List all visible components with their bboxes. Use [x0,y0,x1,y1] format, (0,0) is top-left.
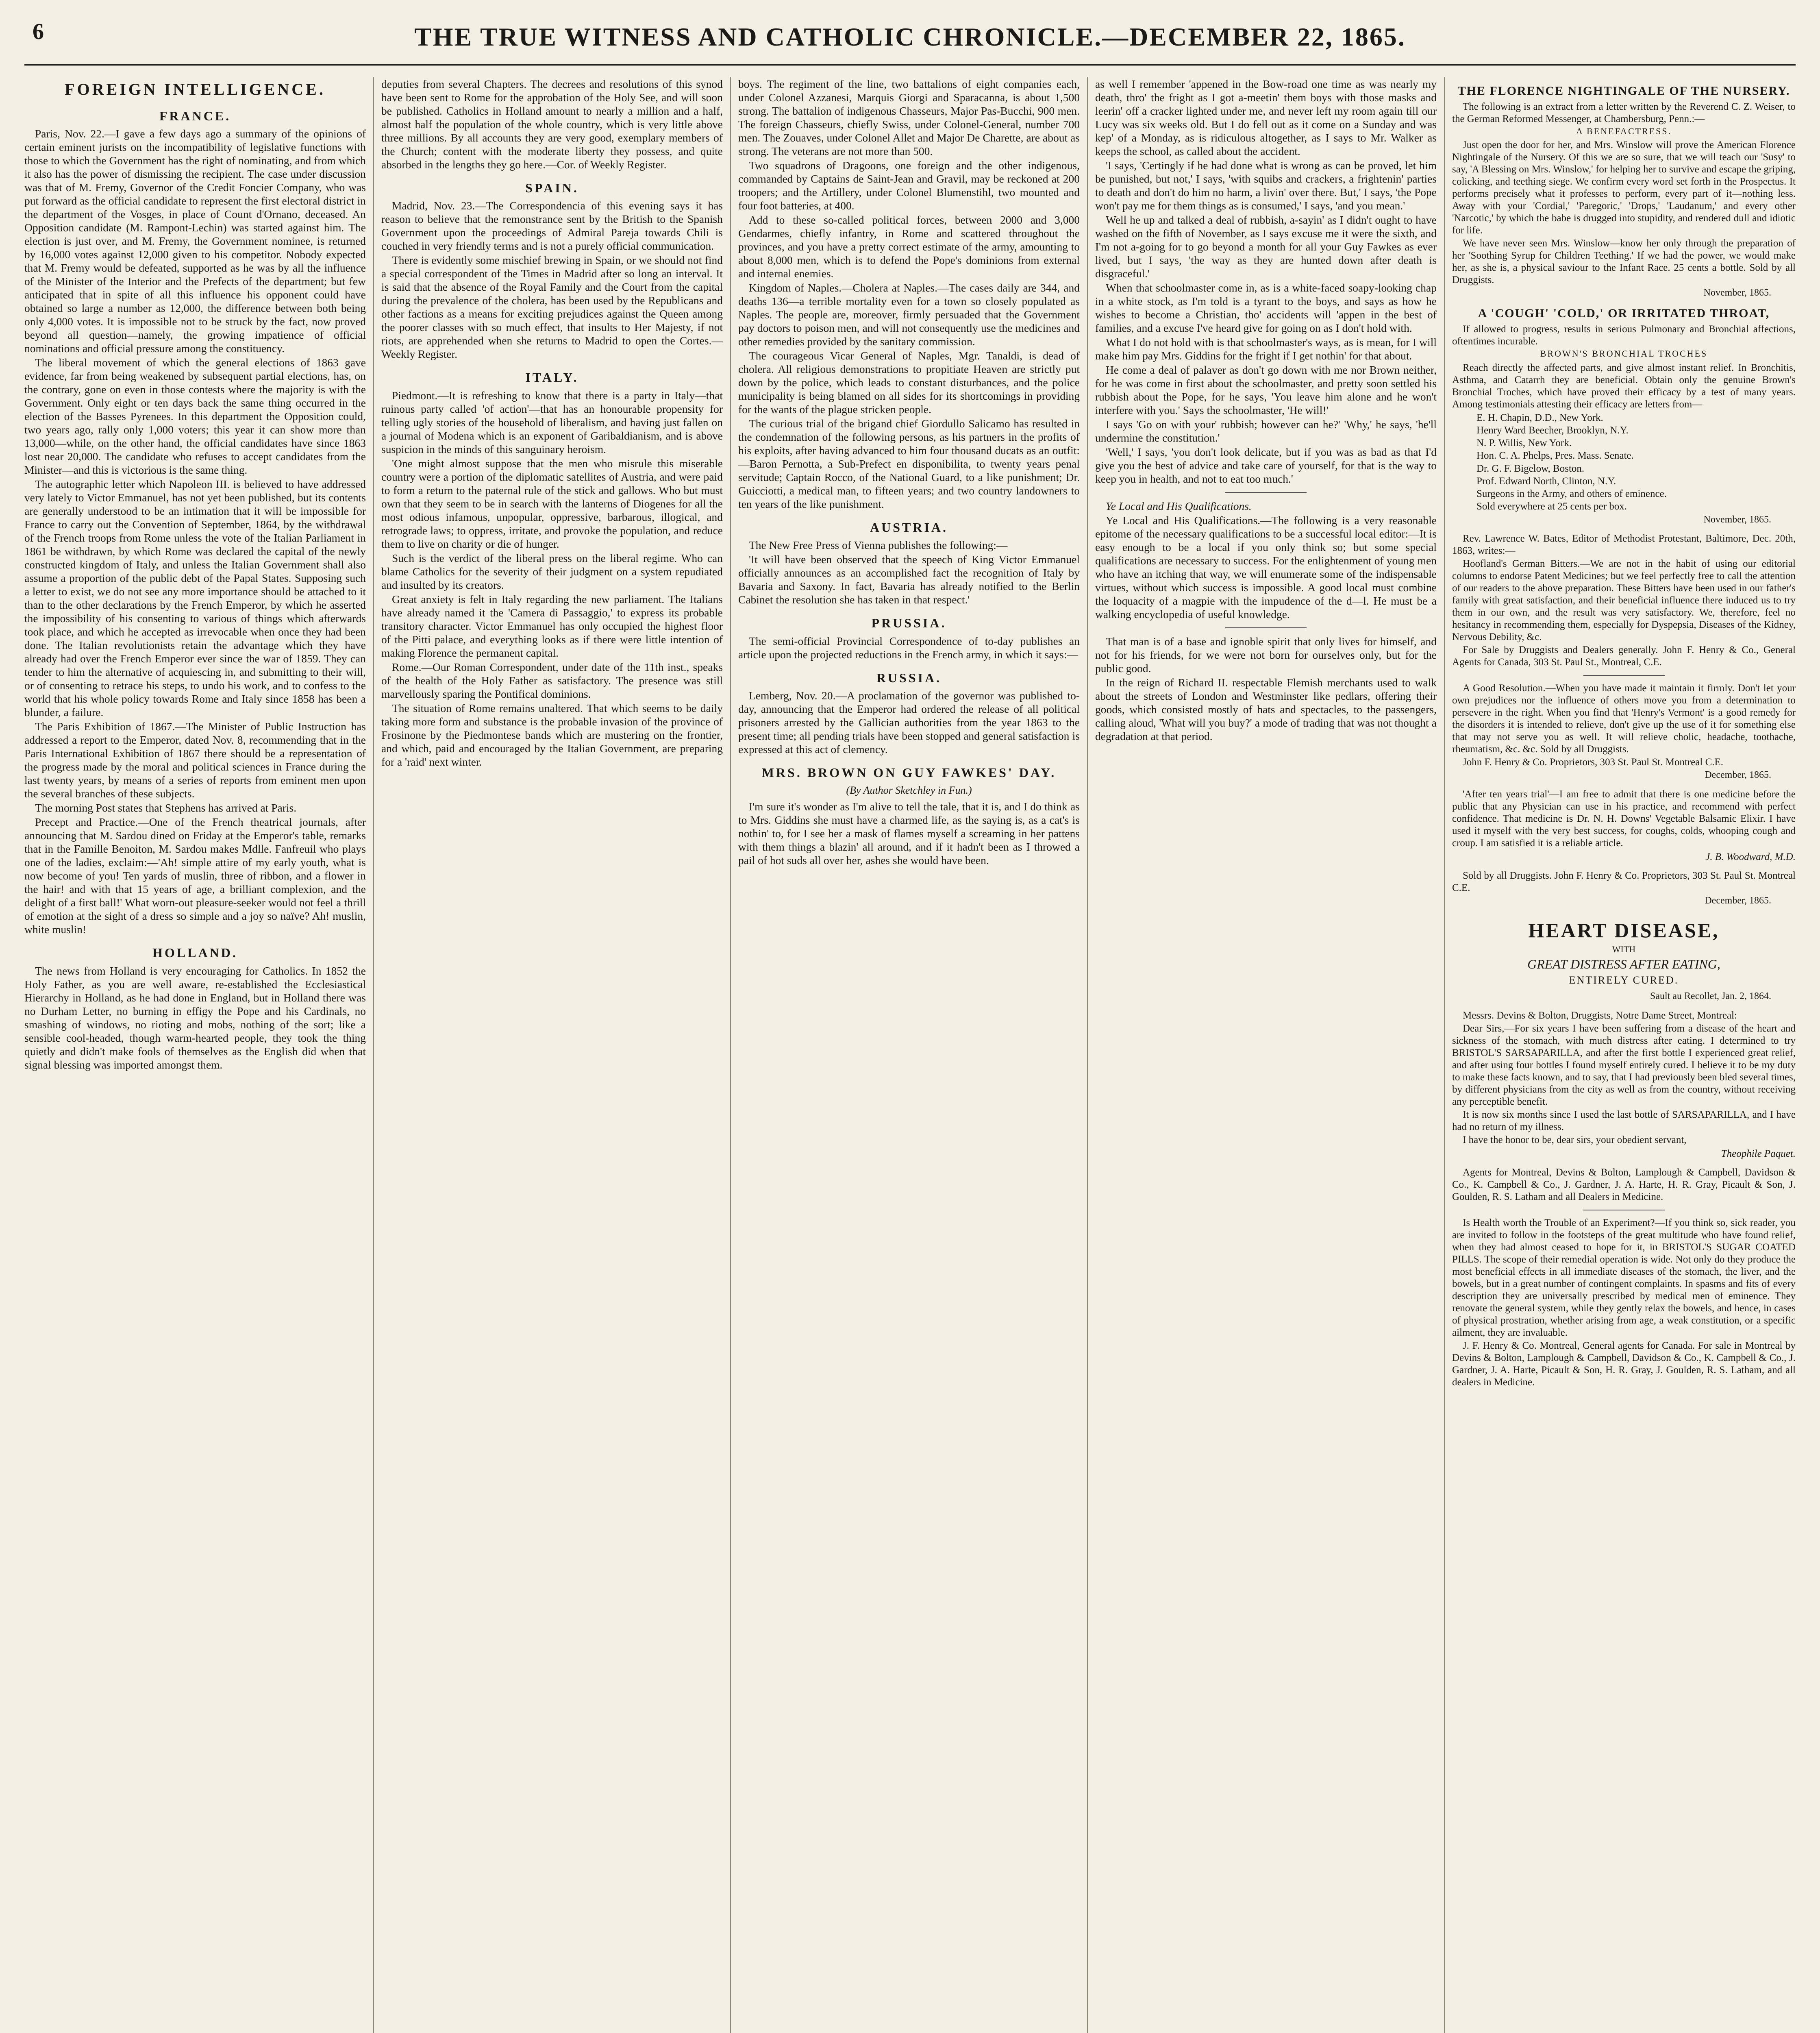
article-paragraph: 'I says, 'Certingly if he had done what is wrong as can be proved, let him be punished, but not,' I says, 'with squibs and crackers, a frightenin' parties to death and don't do him no harm, a livin' over there. But,' I says, 'the Pope won't pay me for them things as is consumed,' I says, 'and you mean.' [1095,159,1437,212]
ad-headline: HEART DISEASE, [1528,919,1720,942]
article-paragraph: as well I remember 'appened in the Bow-road one time as was nearly my death, thro' the fright as I got a-meetin' them boys with those masks and leerin' off a cracker lighted under me, and never left my room again till our Lucy was six weeks old. But I do fell out as it come on a Sunday and was kep' of a Monday, as is ridiculous altogether, as I says to Mr. Walker as keeps the school, as called about the accident. [1095,78,1437,157]
ad-paragraph: Is Health worth the Trouble of an Experiment?—If you think so, sick reader, you are invited to follow in the footsteps of the great multitude who have found relief, when they had almost ceased to hope for it, in BRISTOL'S SUGAR COATED PILLS. The scope of their remedial operation is wide. Not only do they produce the most beneficial effects in all immediate diseases of the stomach, the liver, and the bowels, but in a great number of contingent complaints. In spasms and fits of every description they are universally prescribed by medical men of eminence. They renovate the general system, while they gently relax the bowels, and hence, in cases of physical prostration, whether arising from age, a weak constitution, or a specific ailment, they are invaluable. [1452,1217,1796,1338]
ad-paragraph: Reach directly the affected parts, and give almost instant relief. In Bronchitis, Asthma, and Catarrh they are beneficial. Obtain only the genuine Brown's Bronchial Troches, which have proved their efficacy by a test of many years. Among testimonials attesting their efficacy are letters from— [1452,362,1796,410]
newspaper-title: THE TRUE WITNESS AND CATHOLIC CHRONICLE.—DECEMBER 22, 1865. [414,22,1406,51]
article-paragraph: The Paris Exhibition of 1867.—The Minister of Public Instruction has addressed a report to the Emperor, dated Nov. 8, recommending that in the Paris International Exhibition of 1867 there should be a representation of the progress made by the moral and political sciences in France during the last twenty years, by means of a series of reports from eminent men upon the several branches of these subjects. [24,720,366,800]
ad-date: November, 1865. [1703,287,1771,298]
ad-signature: Theophile Paquet. [1721,1148,1796,1159]
article-paragraph: I'm sure it's wonder as I'm alive to tell the tale, that it is, and I do think as to Mrs. Giddins she must have a charmed life, as the saying is, as a cat's is nothin' to, for I see her a mask of flames myself a screaming in her pattens with them things a blazin' all around, and if it hadn't been as I throwed a pail of hot suds all over her, ashes she would have been. [738,800,1080,866]
page-number: 6 [33,19,44,44]
column-rule [373,77,374,2033]
article-paragraph: Great anxiety is felt in Italy regarding the new parliament. The Italians have already named it the 'Camera di Passaggio,' to express its probable transitory character. Victor Emmanuel has only occupied the highest floor of the Pitti palace, and everything looks as if there were little intention of making Florence the permanent capital. [381,592,723,659]
austria-heading: AUSTRIA. [870,520,948,535]
article-heading: Ye Local and His Qualifications. [1106,500,1252,512]
article-paragraph: The news from Holland is very encouraging for Catholics. In 1852 the Holy Father, as you are well aware, re-established the Ecclesiastical Hierarchy in Holland, as he had done in England, but in Holland there was no Durham Letter, no burning in effigy the Pope and his Cardinals, no smashing of windows, no rioting and mobs, nothing of the sort; like a sensible cool-headed, though warm-hearted people, they took the thing quietly and didn't make fools of themselves as the English did when that signal blessing was imported amongst them. [24,964,366,1071]
divider [1583,675,1665,676]
article-paragraph: Rome.—Our Roman Correspondent, under date of the 11th inst., speaks of the health of the Holy Father as satisfactory. The presence was still marvellously sparing the Pontifical dominions. [381,660,723,700]
prussia-heading: PRUSSIA. [871,616,947,631]
article-paragraph: The situation of Rome remains unaltered. That which seems to be daily taking more form and substance is the probable invasion of the province of Frosinone by the Piedmontese bands which are mustering on the frontier, and which, paid and encouraged by the Italian Government, are preparing for a 'raid' next winter. [381,701,723,768]
article-paragraph: Two squadrons of Dragoons, one foreign and the other indigenous, commanded by Captains de Saint-Jean and Gravil, may be reckoned at 200 troopers; and the Artillery, under Colonel Blumenstihl, two mounted and four foot batteries, at 400. [738,159,1080,212]
article-paragraph: boys. The regiment of the line, two battalions of eight companies each, under Colonel Azzanesi, Marquis Giorgi and Sparacanna, is about 1,500 strong. The battalion of indigenous Chasseurs, Major Pas-Bucchi, 900 men. The foreign Chasseurs, chiefly Swiss, under Colonel-General, number 700 men. The Zouaves, under Colonel Allet and Major De Charette, are about as strong. The veterans are not more than 500. [738,78,1080,157]
ad-title: THE FLORENCE NIGHTINGALE OF THE NURSERY. [1457,84,1790,98]
testimonial-line: Henry Ward Beecher, Brooklyn, N.Y. [1476,424,1629,436]
ad-paragraph: A Good Resolution.—When you have made it maintain it firmly. Don't let your own prejudices nor the influence of others move you from a determination to persevere in the right. When you find that 'Henry's Vermont' is a good remedy for the disorders it is intended to relieve, don't give up the use of it for something else that may not serve you as well. It will relieve cholic, headache, toothache, rheumatism, &c. &c. Sold by all Druggists. [1452,683,1796,755]
ad-paragraph: Sold by all Druggists. John F. Henry & Co. Proprietors, 303 St. Paul St. Montreal C.E. [1452,870,1796,894]
testimonial-line: Prof. Edward North, Clinton, N.Y. [1476,475,1616,487]
testimonial-line: Sold everywhere at 25 cents per box. [1476,501,1627,512]
france-heading: FRANCE. [159,109,231,123]
article-paragraph: Kingdom of Naples.—Cholera at Naples.—The cases daily are 344, and deaths 136—a terrible mortality even for a town so closely populated as Naples. The people are, moreover, firmly persuaded that the Government pay doctors to poison men, and will not consequently use the medicines and other remedies provided by the sanitary commission. [738,281,1080,348]
ad-paragraph: Hoofland's German Bitters.—We are not in the habit of using our editorial columns to endorse Patent Medicines; but we feel perfectly free to call the attention of our readers to the above preparation. These Bitters have been used in our father's family with great satisfaction, and their beneficial influence there induced us to try them in our own, and the result was very satisfactory. We, therefore, feel no hesitancy in recommending them, especially for Dyspepsia, Diseases of the Kidney, Nervous Debility, &c. [1452,558,1796,643]
article-paragraph: The liberal movement of which the general elections of 1863 gave evidence, far from being weakened by subsequent partial elections, has, on the contrary, gone on even in those contests where the majority is with the Government. Only eight or ten days back the same thing occurred in the election of the Basses Pyrenees. In this department the Opposition could, two years ago, rally only 1,000 voters; this year it can show more than 13,000—while, on the other hand, the official candidates have since 1863 lost near 20,000. The candidate who refuses to accept candidates from the Minister—and this is victorious is the same thing. [24,356,366,477]
column-rule [1087,77,1088,2033]
article-paragraph: What I do not hold with is that schoolmaster's ways, as is mean, for I will make him pay Mrs. Giddins for the fright if I get nothin' for that about. [1095,336,1437,362]
holland-heading: HOLLAND. [152,945,238,960]
column-5-advertisements [1452,77,1796,2033]
ad-paragraph: Just open the door for her, and Mrs. Winslow will prove the American Florence Nightingale of the Nursery. Of this we are so sure, that we will teach our 'Susy' to say, 'A Blessing on Mrs. Winslow,' for helping her to survive and escape the griping, colicking, and teething siege. We confirm every word set forth in the Prospectus. It performs precisely what it professes to perform, every part of it—nothing less. Away with your 'Cordial,' 'Paregoric,' 'Drops,' 'Laudanum,' and every other 'Narcotic,' by which the babe is drugged into stupidity, and rendered dull and idiotic for life. [1452,139,1796,236]
ad-title: A 'COUGH' 'COLD,' OR IRRITATED THROAT, [1478,307,1770,320]
ad-paragraph: The following is an extract from a letter written by the Reverend C. Z. Weiser, to the German Reformed Messenger, at Chambersburg, Penn.:— [1452,101,1796,124]
article-paragraph: 'Well,' I says, 'you don't look delicate, but if you was as bad as that I'd give you the best of advice and take care of yourself, for that is the way to keep you in health, and not to eat too much.' [1095,446,1437,485]
italy-heading: ITALY. [525,370,579,385]
article-paragraph: I says 'Go on with your' rubbish; however can he?' 'Why,' he says, 'he'll undermine the constitution.' [1095,418,1437,444]
article-paragraph: In the reign of Richard II. respectable Flemish merchants used to walk about the streets of London and Westminster like pedlars, offering their goods, which consisted mostly of hats and spectacles, to the passengers, calling aloud, 'What will you buy?' a mode of trading that was not thought a degradation at that period. [1095,676,1437,742]
ad-paragraph: Messrs. Devins & Bolton, Druggists, Notre Dame Street, Montreal: [1463,1010,1737,1021]
article-paragraph: When that schoolmaster come in, as is a white-faced soapy-looking chap in a white stock, as I'm told is a tyrant to the boys, and says as how he wishes to become a Christian, tho' accidents will 'appen in the best of families, and a excuse I've heard give for going on as I don't hold with. [1095,281,1437,334]
ad-paragraph: I have the honor to be, dear sirs, your obedient servant, [1463,1134,1687,1145]
article-paragraph: Well he up and talked a deal of rubbish, a-sayin' as I didn't ought to have washed on the fifth of November, as I says excuse me it were the sixth, and I'm not a-going for to go beyond a month for all your Guy Fawkes as ever lived, but I says, 'the way as they are hunted down after death is disgraceful.' [1095,213,1437,280]
story-title: MRS. BROWN ON GUY FAWKES' DAY. [761,765,1057,780]
ad-signature: J. B. Woodward, M.D. [1705,851,1796,863]
ad-date: November, 1865. [1703,514,1771,525]
article-paragraph: There is evidently some mischief brewing in Spain, or we should not find a special correspondent of the Times in Madrid after so long an interval. It is said that the absence of the Royal Family and the Court from the capital during the prevalence of the cholera, has been used by the Republicans and other factions as a means for exciting prejudices against the Queen among the poorer classes with so much effect, that insults to Her Majesty, if not riots, are apprehended when she returns to Madrid to open the Cortes.—Weekly Register. [381,254,723,361]
ad-paragraph: If allowed to progress, results in serious Pulmonary and Bronchial affections, oftentimes incurable. [1452,324,1796,347]
testimonial-line: N. P. Willis, New York. [1476,438,1572,449]
article-paragraph: The morning Post states that Stephens has arrived at Paris. [35,801,297,814]
article-paragraph: deputies from several Chapters. The decrees and resolutions of this synod have been sent to Rome for the approbation of the Holy See, and will soon be published. Catholics in Holland amount to nearly a million and a half, almost half the population of the whole country, which is very little above three millions. By all accounts they are very good, exemplary members of the Church; content with the moderate liberty they possess, and quite absorbed in the lengths they go here.—Cor. of Weekly Register. [381,78,723,171]
ad-headline-sub: ENTIRELY CURED. [1569,974,1679,986]
article-paragraph: Madrid, Nov. 23.—The Correspondencia of this evening says it has reason to believe that the remonstrance sent by the British to the Spanish Government upon the proceedings of Admiral Pareja towards Chili is couched in very friendly terms and is not a purely official communication. [381,199,723,252]
ad-paragraph: Rev. Lawrence W. Bates, Editor of Methodist Protestant, Baltimore, Dec. 20th, 1863, writes:— [1452,533,1796,557]
column-2 [381,77,723,2033]
article-paragraph: Piedmont.—It is refreshing to know that there is a party in Italy—that ruinous party called 'of action'—that has an honourable propensity for telling ugly stories of the household of liberalism, and having just fallen on a journal of Modena which is an exponent of Garibaldianism, and is above suspicion in the minds of this sanguinary heroism. [381,389,723,455]
ad-paragraph: We have never seen Mrs. Winslow—know her only through the preparation of her 'Soothing Syrup for Children Teething.' If we had the power, we would make her, as she is, a physical saviour to the Infant Race. 25 cents a bottle. Sold by all Druggists. [1452,238,1796,286]
testimonial-line: Dr. G. F. Bigelow, Boston. [1476,463,1585,474]
testimonial-line: Hon. C. A. Phelps, Pres. Mass. Senate. [1476,450,1634,461]
article-paragraph: Such is the verdict of the liberal press on the liberal regime. Who can blame Catholics for the severity of their judgment on a system repudiated and insulted by its creators. [381,551,723,591]
article-paragraph: 'It will have been observed that the speech of King Victor Emmanuel officially announces as an accomplished fact the recognition of Italy by Bavaria and Saxony. In fact, Bavaria has already notified to the Berlin Cabinet the resolution she has taken in that respect.' [738,553,1080,606]
ad-paragraph: Dear Sirs,—For six years I have been suffering from a disease of the heart and sickness of the stomach, with much distress after eating. I determined to try BRISTOL'S SARSAPARILLA, and after the first bottle I experienced great relief, and after using four bottles I found myself entirely cured. I believe it to be my duty to make these facts known, and to say, that I had previously been bled several times, by different physicians from the city as well as from the country, without receiving any perceptible benefit. [1452,1023,1796,1107]
ad-paragraph: J. F. Henry & Co. Montreal, General agents for Canada. For sale in Montreal by Devins & Bolton, Lamplough & Campbell, Davidson & Co., K. Campbell & Co., J. Gardner, J. A. Harte, Picault & Son, H. R. Gray, J. Goulden, R. S. Latham, and all dealers in Medicine. [1452,1340,1796,1388]
ad-location-date: Sault au Recollet, Jan. 2, 1864. [1650,990,1771,1001]
ad-subheading: A BENEFACTRESS. [1576,126,1672,136]
article-paragraph: Lemberg, Nov. 20.—A proclamation of the governor was published to-day, announcing that the Emperor had ordered the release of all political prisoners arrested by the Gallician authorities from the year 1863 to the present time; all pending trials have been stopped and general satisfaction is expressed at this act of clemency. [738,689,1080,756]
testimonial-line: E. H. Chapin, D.D., New York. [1476,412,1603,423]
ad-headline-connector: WITH [1612,944,1636,954]
ad-paragraph: Agents for Montreal, Devins & Bolton, Lamplough & Campbell, Davidson & Co., K. Campbell & Co., J. Gardner, J. A. Harte, H. R. Gray, Picault & Son, J. Goulden, R. S. Latham and all Dealers in Medicine. [1452,1167,1796,1202]
ad-date: December, 1865. [1705,895,1771,906]
article-paragraph: The New Free Press of Vienna publishes the following:— [749,539,1008,552]
article-paragraph: The autographic letter which Napoleon III. is believed to have addressed very lately to Victor Emmanuel, has not yet been published, but its contents are generally understood to be an intimation that it will be impossible for France to carry out the Convention of September, 1864, by the withdrawal of the French troops from Rome unless the vote of the Italian Parliament in 1861 be withdrawn, by which Rome was declared the capital of the newly constructed kingdom of Italy, and unless the Italian Government shall also assume a proportion of the public debt of the Papal States. Supposing such a letter to exist, we do not see any more importance should be attached to it than to the other declarations by the French Emperor, by which he asserted the impossibility of his consenting to various of things which afterwards took place, and which he accepted as irrevocable when once they had been done. The Italian revolutionists retain the advantage which they have already had over the French Emperor ever since the war of 1859. They can tender to him the alternative of acquiescing in, and submitting to their will, or of consenting to retrace his steps, to undo his work, and to confess to the world that his whole policy towards Rome and Italy since 1858 has been a blunder, a failure. [24,478,366,719]
column-rule [730,77,731,2033]
article-paragraph: Paris, Nov. 22.—I gave a few days ago a summary of the opinions of certain eminent jurists on the incompatibility of legislative functions with those to which the Government has the right of nominating, and from which it also has the power of dismissing the recipient. The case under discussion was that of M. Fremy, Governor of the Credit Foncier Company, who was put forward as the official candidate to represent the first electoral district in the department of the Vosges, in place of Count d'Ornano, deceased. An Opposition candidate (M. Rampont-Lechin) was started against him. The election is just over, and M. Fremy, the Government nominee, is returned by 16,000 votes against 12,000 given to his competitor. Nobody expected that M. Fremy would be defeated, supported as he was by all the influence of the Minister of the Interior and the Prefects of the department; but few anticipated that in spite of all this influence his opponent could have obtained so large a number as 12,000, the difference between both being only 4,000 votes. It is impossible not to be struck by the fact, now proved beyond all question—namely, the growing impatience of official nominations and official pressure among the constituency. [24,127,366,355]
newspaper-page [24,16,1796,2033]
ad-paragraph: For Sale by Druggists and Dealers generally. John F. Henry & Co., General Agents for Canada, 303 St. Paul St., Montreal, C.E. [1452,644,1796,668]
article-paragraph: The courageous Vicar General of Naples, Mgr. Tanaldi, is dead of cholera. All religious demonstrations to propitiate Heaven are strictly put down by the police, which leads to constant disturbances, and the police municipality is being blamed on all sides for its shortcomings in providing for the wants of the plague stricken people. [738,349,1080,416]
article-paragraph: Add to these so-called political forces, between 2000 and 3,000 Gendarmes, chiefly infantry, in Rome and scattered throughout the provinces, and you have a pretty correct estimate of the army, amounting to about 8,000 men, which is to defend the Pope's dominions from external and internal enemies. [738,213,1080,280]
masthead [24,16,1796,66]
ad-paragraph: 'After ten years trial'—I am free to admit that there is one medicine before the public that any Physician can use in his practice, and recommend with perfect confidence. That medicine is Dr. N. H. Downs' Vegetable Balsamic Elixir. I have used it myself with the very best success, for coughs, colds, whooping cough and croup. I am satisfied it is a reliable article. [1452,789,1796,849]
divider [1225,492,1307,493]
ad-paragraph: John F. Henry & Co. Proprietors, 303 St. Paul St. Montreal C.E. [1463,757,1724,768]
article-paragraph: He come a deal of palaver as don't go down with me nor Brown neither, for he was come in first about the schoolmaster, and pretty soon settled his rubbish about the Pope, for he says, 'You leave him alone and he won't interfere with you.' Says the schoolmaster, 'He will!' [1095,364,1437,416]
column-3 [738,77,1080,2033]
article-paragraph: The curious trial of the brigand chief Giordullo Salicamo has resulted in the condemnation of the following persons, as his partners in the profits of his exploits, after having advanced to him four thousand ducats as an outfit:—Baron Pernotta, a Sub-Prefect en disponibilita, to twenty years penal servitude; Captain Rocco, of the National Guard, to a like punishment; Dr. Guicciotti, a medical man, to fifteen years; and two country landowners to ten years of the like punishment. [738,417,1080,510]
column-1 [24,77,366,2033]
article-paragraph: The semi-official Provincial Correspondence of to-day publishes an article upon the projected reductions in the French army, in which it says:— [738,634,1080,661]
article-paragraph: Ye Local and His Qualifications.—The following is a very reasonable epitome of the necessary qualifications to be a successful local editor:—It is easy enough to be a local if you only think so; but some special qualifications are necessary to success. For the enlightenment of young men who have an itching that way, we will enumerate some of the indispensable virtues, without which success is impossible. A good local must combine the loquacity of a magpie with the impudence of the d—l. He must be a walking encyclopedia of useful knowledge. [1095,514,1437,620]
russia-heading: RUSSIA. [876,670,942,685]
column-4 [1095,77,1437,2033]
testimonial-line: Surgeons in the Army, and others of eminence. [1476,488,1667,500]
column-rule [1444,77,1445,2033]
ad-date: December, 1865. [1705,770,1771,781]
spain-heading: SPAIN. [525,181,579,195]
story-subtitle: (By Author Sketchley in Fun.) [846,784,972,796]
ad-headline-italic: GREAT DISTRESS AFTER EATING, [1527,957,1720,972]
ad-paragraph: It is now six months since I used the last bottle of SARSAPARILLA, and I have had no return of my illness. [1452,1109,1796,1132]
ad-subheading: BROWN'S BRONCHIAL TROCHES [1540,348,1708,359]
divider [1225,627,1307,628]
article-paragraph: That man is of a base and ignoble spirit that only lives for himself, and not for his friends, for we were not born for ourselves only, but for the public good. [1095,635,1437,675]
article-paragraph: 'One might almost suppose that the men who misrule this miserable country were a portion of the diplomatic satellites of Austria, and were paid to form a return to the paternal rule of the stick and gallows. Who but must own that they seem to be in search with the lanterns of Diogenes for all the most odious infamous, unpopular, oppressive, barbarous, illogical, and retrograde laws; to oppress, irritate, and provoke the population, and reduce them to live on charity or die of hunger. [381,457,723,550]
article-paragraph: Precept and Practice.—One of the French theatrical journals, after announcing that M. Sardou dined on Friday at the Emperor's table, remarks that in the Famille Benoiton, M. Sardou makes Mdlle. Fanfreuil who plays one of the ladies, exclaim:—'Ah! simple attire of my early youth, what is now become of you! Ten yards of muslin, three of ribbon, and a flower in the hair! and with that 15 years of age, a brilliant complexion, and the delight of a first ball!' What worn-out pleasure-seeker would not feel a thrill of emotion at the sight of a dress so simple and a joy so naïve? Ah! muslin, white muslin! [24,816,366,936]
section-title: FOREIGN INTELLIGENCE. [65,80,326,98]
